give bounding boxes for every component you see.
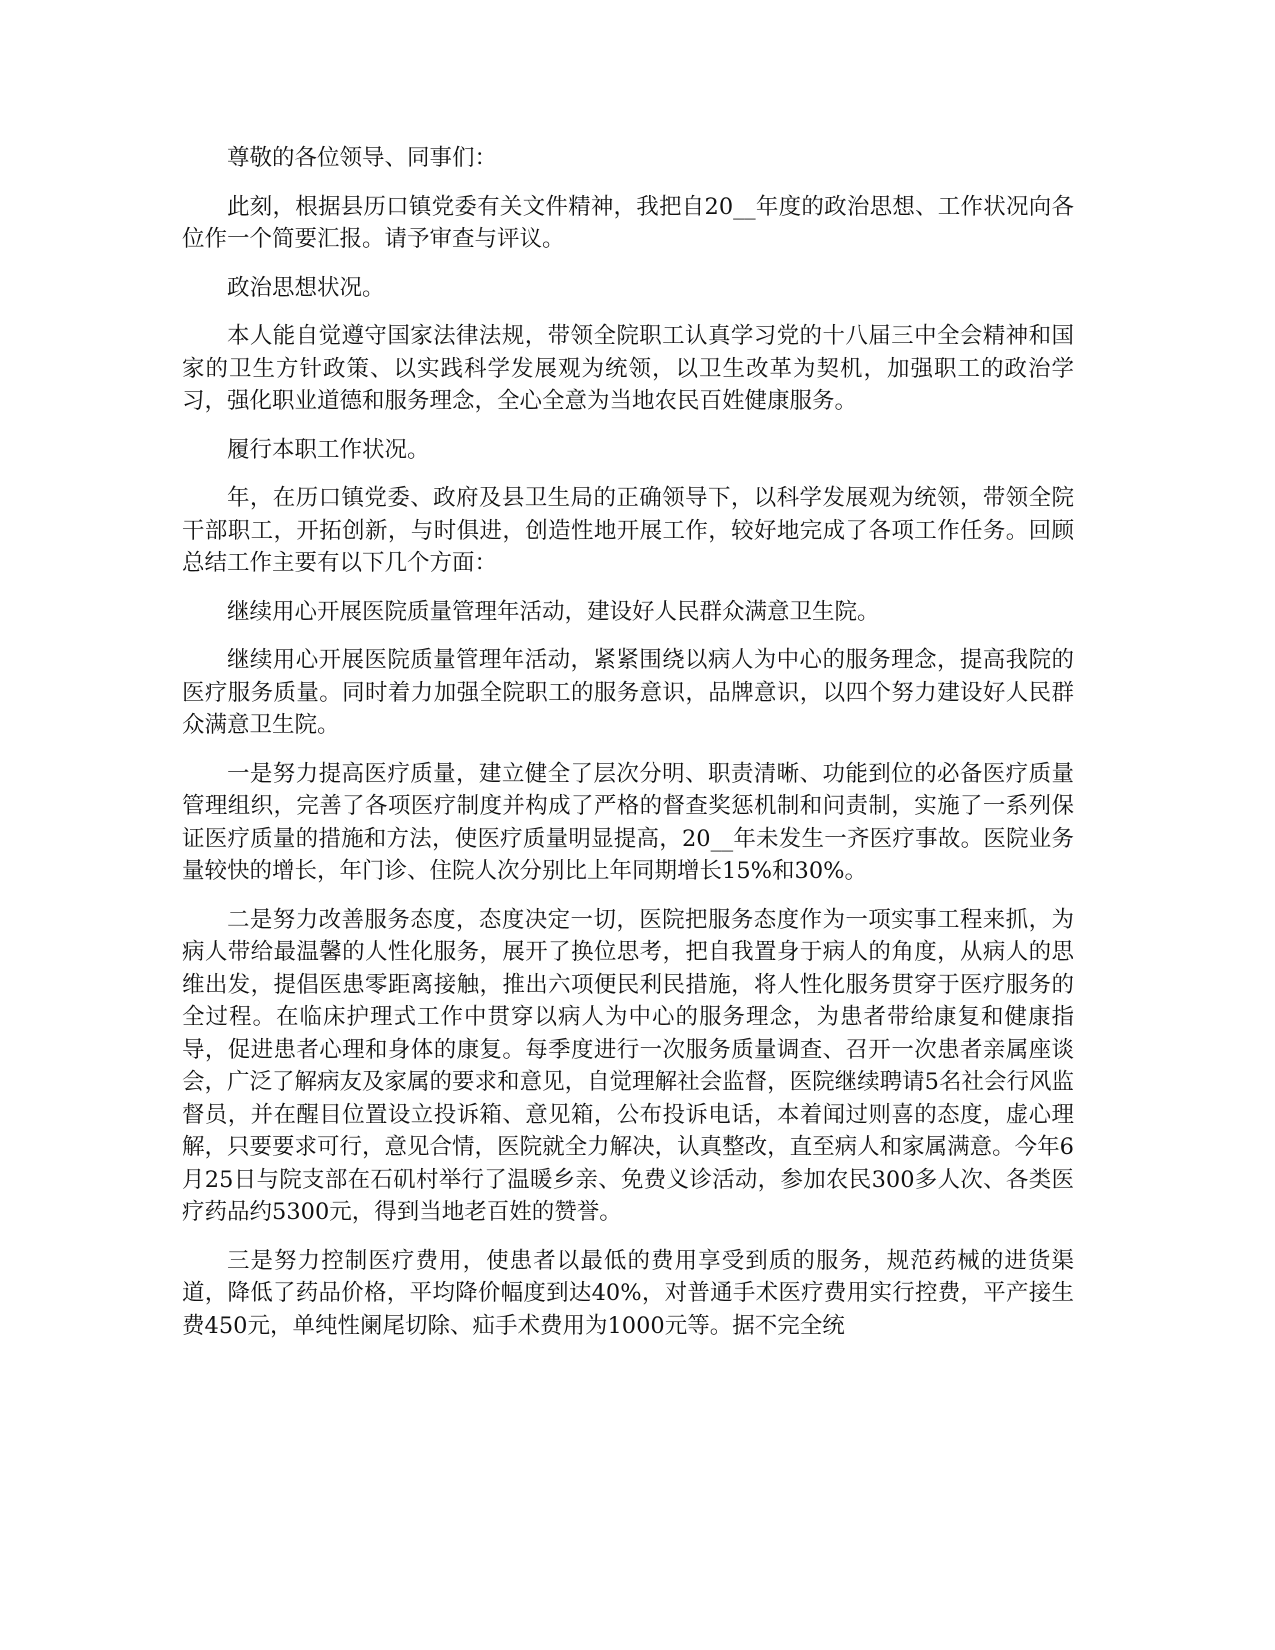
paragraph-point-three: 三是努力控制医疗费用，使患者以最低的费用享受到质的服务，规范药械的进货渠道，降低了药品价格，平均降价幅度到达40%，对普通手术医疗费用实行控费，平产接生费450元，单纯性阑尾切除、疝手术费用为1000元等。据不完全统 bbox=[182, 1247, 1074, 1339]
paragraph-point-one: 一是努力提高医疗质量，建立健全了层次分明、职责清晰、功能到位的必备医疗质量管理组织，完善了各项医疗制度并构成了严格的督查奖惩机制和问责制，实施了一系列保证医疗质量的措施和方法，使医疗质量明显提高，20__年未发生一齐医疗事故。医院业务量较快的增长，年门诊、住院人次分别比上年同期增长15%和30%。 bbox=[182, 760, 1074, 884]
subheading-quality-year: 继续用心开展医院质量管理年活动，建设好人民群众满意卫生院。 bbox=[227, 598, 880, 625]
intro-paragraph: 此刻，根据县历口镇党委有关文件精神，我把自20__年度的政治思想、工作状况向各位作一个简要汇报。请予审查与评议。 bbox=[182, 193, 1074, 252]
paragraph-political: 本人能自觉遵守国家法律法规，带领全院职工认真学习党的十八届三中全会精神和国家的卫生方针政策、以实践科学发展观为统领，以卫生改革为契机，加强职工的政治学习，强化职业道德和服务理念，全心全意为当地农民百姓健康服务。 bbox=[182, 323, 1074, 414]
salutation: 尊敬的各位领导、同事们： bbox=[227, 145, 498, 171]
section-heading-political: 政治思想状况。 bbox=[227, 274, 385, 301]
paragraph-point-two: 二是努力改善服务态度，态度决定一切，医院把服务态度作为一项实事工程来抓，为病人带给最温馨的人性化服务，展开了换位思考，把自我置身于病人的角度，从病人的思维出发，提倡医患零距离接触，推出六项便民利民措施，将人性化服务贯穿于医疗服务的全过程。在临床护理式工作中贯穿以病人为中心的服务理念，为患者带给康复和健康指导，促进患者心理和身体的康复。每季度进行一次服务质量调查、召开一次患者亲属座谈会，广泛了解病友及家属的要求和意见，自觉理解社会监督，医院继续聘请5名社会行风监督员，并在醒目位置设立投诉箱、意见箱，公布投诉电话，本着闻过则喜的态度，虚心理解，只要要求可行，意见合情，医院就全力解决，认真整改，直至病人和家属满意。今年6月25日与院支部在石矶村举行了温暖乡亲、免费义诊活动，参加农民300多人次、各类医疗药品约5300元，得到当地老百姓的赞誉。 bbox=[182, 906, 1074, 1225]
document-body bbox=[182, 142, 1074, 1358]
paragraph-quality-year: 继续用心开展医院质量管理年活动，紧紧围绕以病人为中心的服务理念，提高我院的医疗服务质量。同时着力加强全院职工的服务意识，品牌意识，以四个努力建设好人民群众满意卫生院。 bbox=[182, 647, 1074, 738]
paragraph-duties-overview: 年，在历口镇党委、政府及县卫生局的正确领导下，以科学发展观为统领，带领全院干部职工，开拓创新，与时俱进，创造性地开展工作，较好地完成了各项工作任务。回顾总结工作主要有以下几个方面： bbox=[182, 485, 1074, 576]
section-heading-duties: 履行本职工作状况。 bbox=[227, 436, 430, 463]
